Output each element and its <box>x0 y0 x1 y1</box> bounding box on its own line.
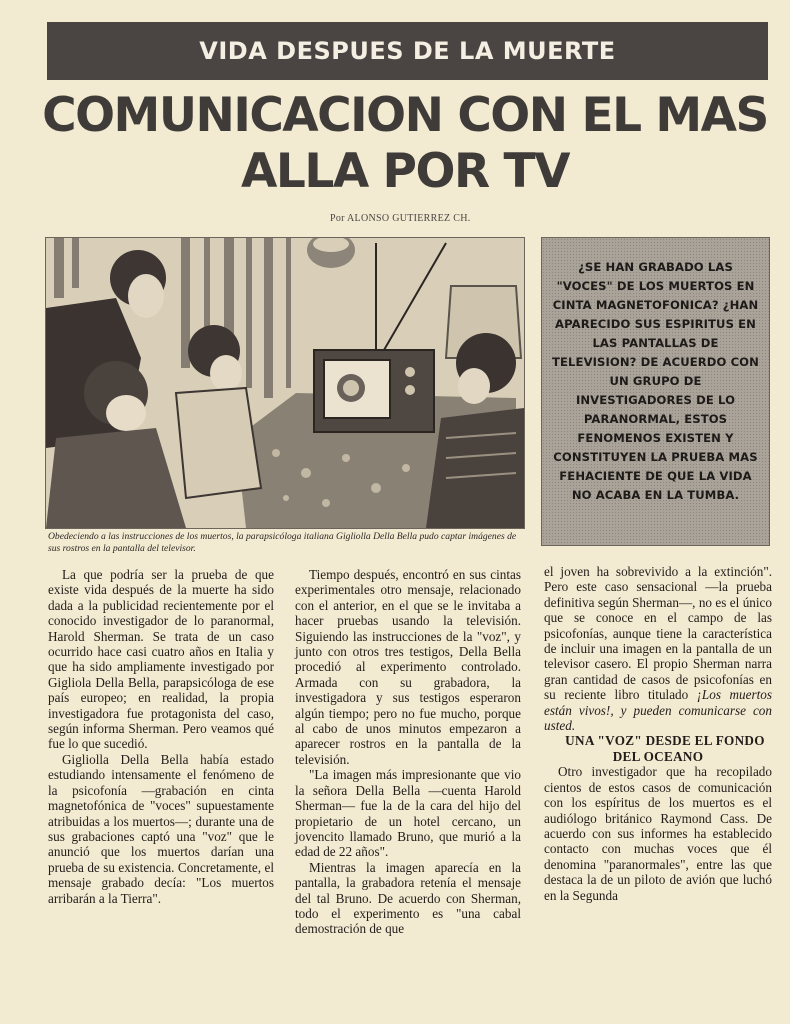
article-column-2 <box>295 567 521 937</box>
paragraph-text: el joven ha sobrevivido a la extinción". Pero este caso sensacional —la prueba definitiva según Sherman—, no es el único que se conoce en el campo de las psicofonías, aunque tiene la característica de incluir una imagen en la pantalla de un televisor casero. El propio Sherman narra gran cantidad de casos de psicofonías en su reciente libro titulado <box>544 564 772 703</box>
book-title: ¡Los muertos están vivos!, y pueden comunicarse con usted. <box>544 687 772 734</box>
paragraph <box>544 564 772 733</box>
section-banner: VIDA DESPUES DE LA MUERTE <box>47 22 768 80</box>
headline-line-1: COMUNICACION CON EL MAS <box>42 88 768 143</box>
article-photo <box>45 237 525 529</box>
sidebar-text: ¿SE HAN GRABADO LAS "VOCES" DE LOS MUERTOS EN CINTA MAGNETOFONICA? ¿HAN APARECIDO SUS ESPIRITUS EN LAS PANTALLAS DE TELEVISION? DE ACUERDO CON UN GRUPO DE INVESTIGADORES DE LO PARANORMAL, ESTOS FENOMENOS EXISTEN Y CONSTITUYEN LA PRUEBA MAS FEHACIENTE DE QUE LA VIDA NO ACABA EN LA TUMBA. <box>552 260 759 502</box>
sidebar-box <box>541 237 770 546</box>
paragraph: "La imagen más impresionante que vio la señora Della Bella —cuenta Harold Sherman— fue la de la cara del hijo del propietario de un hotel cercano, un jovencito llamado Bruno, que murió a la edad de 22 años". <box>295 767 521 860</box>
photo-illustration <box>46 238 524 528</box>
headline-line-2: ALLA POR TV <box>241 144 569 199</box>
article-column-3 <box>544 564 772 903</box>
article-column-1 <box>48 567 274 906</box>
paragraph: Gigliolla Della Bella había estado estudiando intensamente el fenómeno de la psicofonía —grabación en cinta magnetofónica de "voces" supuestamente atribuidas a los muertos—; durante una de sus grabaciones captó una "voz" que le anunció que los muertos darían una prueba de su existencia. Concretamente, el mensaje grabado decía: "Los muertos arribarán a la Tierra". <box>48 751 274 906</box>
section-subhead: UNA "VOZ" DESDE EL FONDO DEL OCEANO <box>565 733 765 764</box>
paragraph: Tiempo después, encontró en sus cintas experimentales otro mensaje, relacionado con el anterior, en el que se le invitaba a hacer pruebas usando la televisión. Siguiendo las instrucciones de la "voz", y junto con otros tres testigos, Della Bella procedió al experimento controlado. Armada con su grabadora, la investigadora y sus testigos esperaron algún tiempo; pero no fue mucho, porque al cabo de unos minutos empezaron a aparecer rostros en la pantalla de la televisión. <box>295 567 521 767</box>
photo-caption: Obedeciendo a las instrucciones de los muertos, la parapsicóloga italiana Gigliolla Della Bella pudo captar imágenes de sus rostros en la pantalla del televisor. <box>48 531 517 554</box>
paragraph: Otro investigador que ha recopilado cientos de estos casos de comunicación con los espíritus de los muertos es el audiólogo británico Raymond Cass. De acuerdo con sus informes ha establecido contacto con muchas voces que él denomina "paranormales", entre las que destaca la de un piloto de avión que luchó en la Segunda <box>544 764 772 903</box>
headline <box>40 88 770 200</box>
byline: Por ALONSO GUTIERREZ CH. <box>330 213 471 224</box>
paragraph: La que podría ser la prueba de que existe vida después de la muerte ha sido dada a la publicidad recientemente por el conocido investigador de lo paranormal, Harold Sherman. Se trata de un caso ocurrido hace casi cuatro años en Italia y que ha sido ampliamente investigado por Gigliola Della Bella, parapsicóloga de ese país europeo; en realidad, la propia investigadora fue protagonista del caso, según informa Sherman. Pero veamos qué fue lo que sucedió. <box>48 567 274 752</box>
paragraph: Mientras la imagen aparecía en la pantalla, la grabadora retenía el mensaje del tal Bruno. De acuerdo con Sherman, todo el experimento es "una cabal demostración de que <box>295 859 521 937</box>
